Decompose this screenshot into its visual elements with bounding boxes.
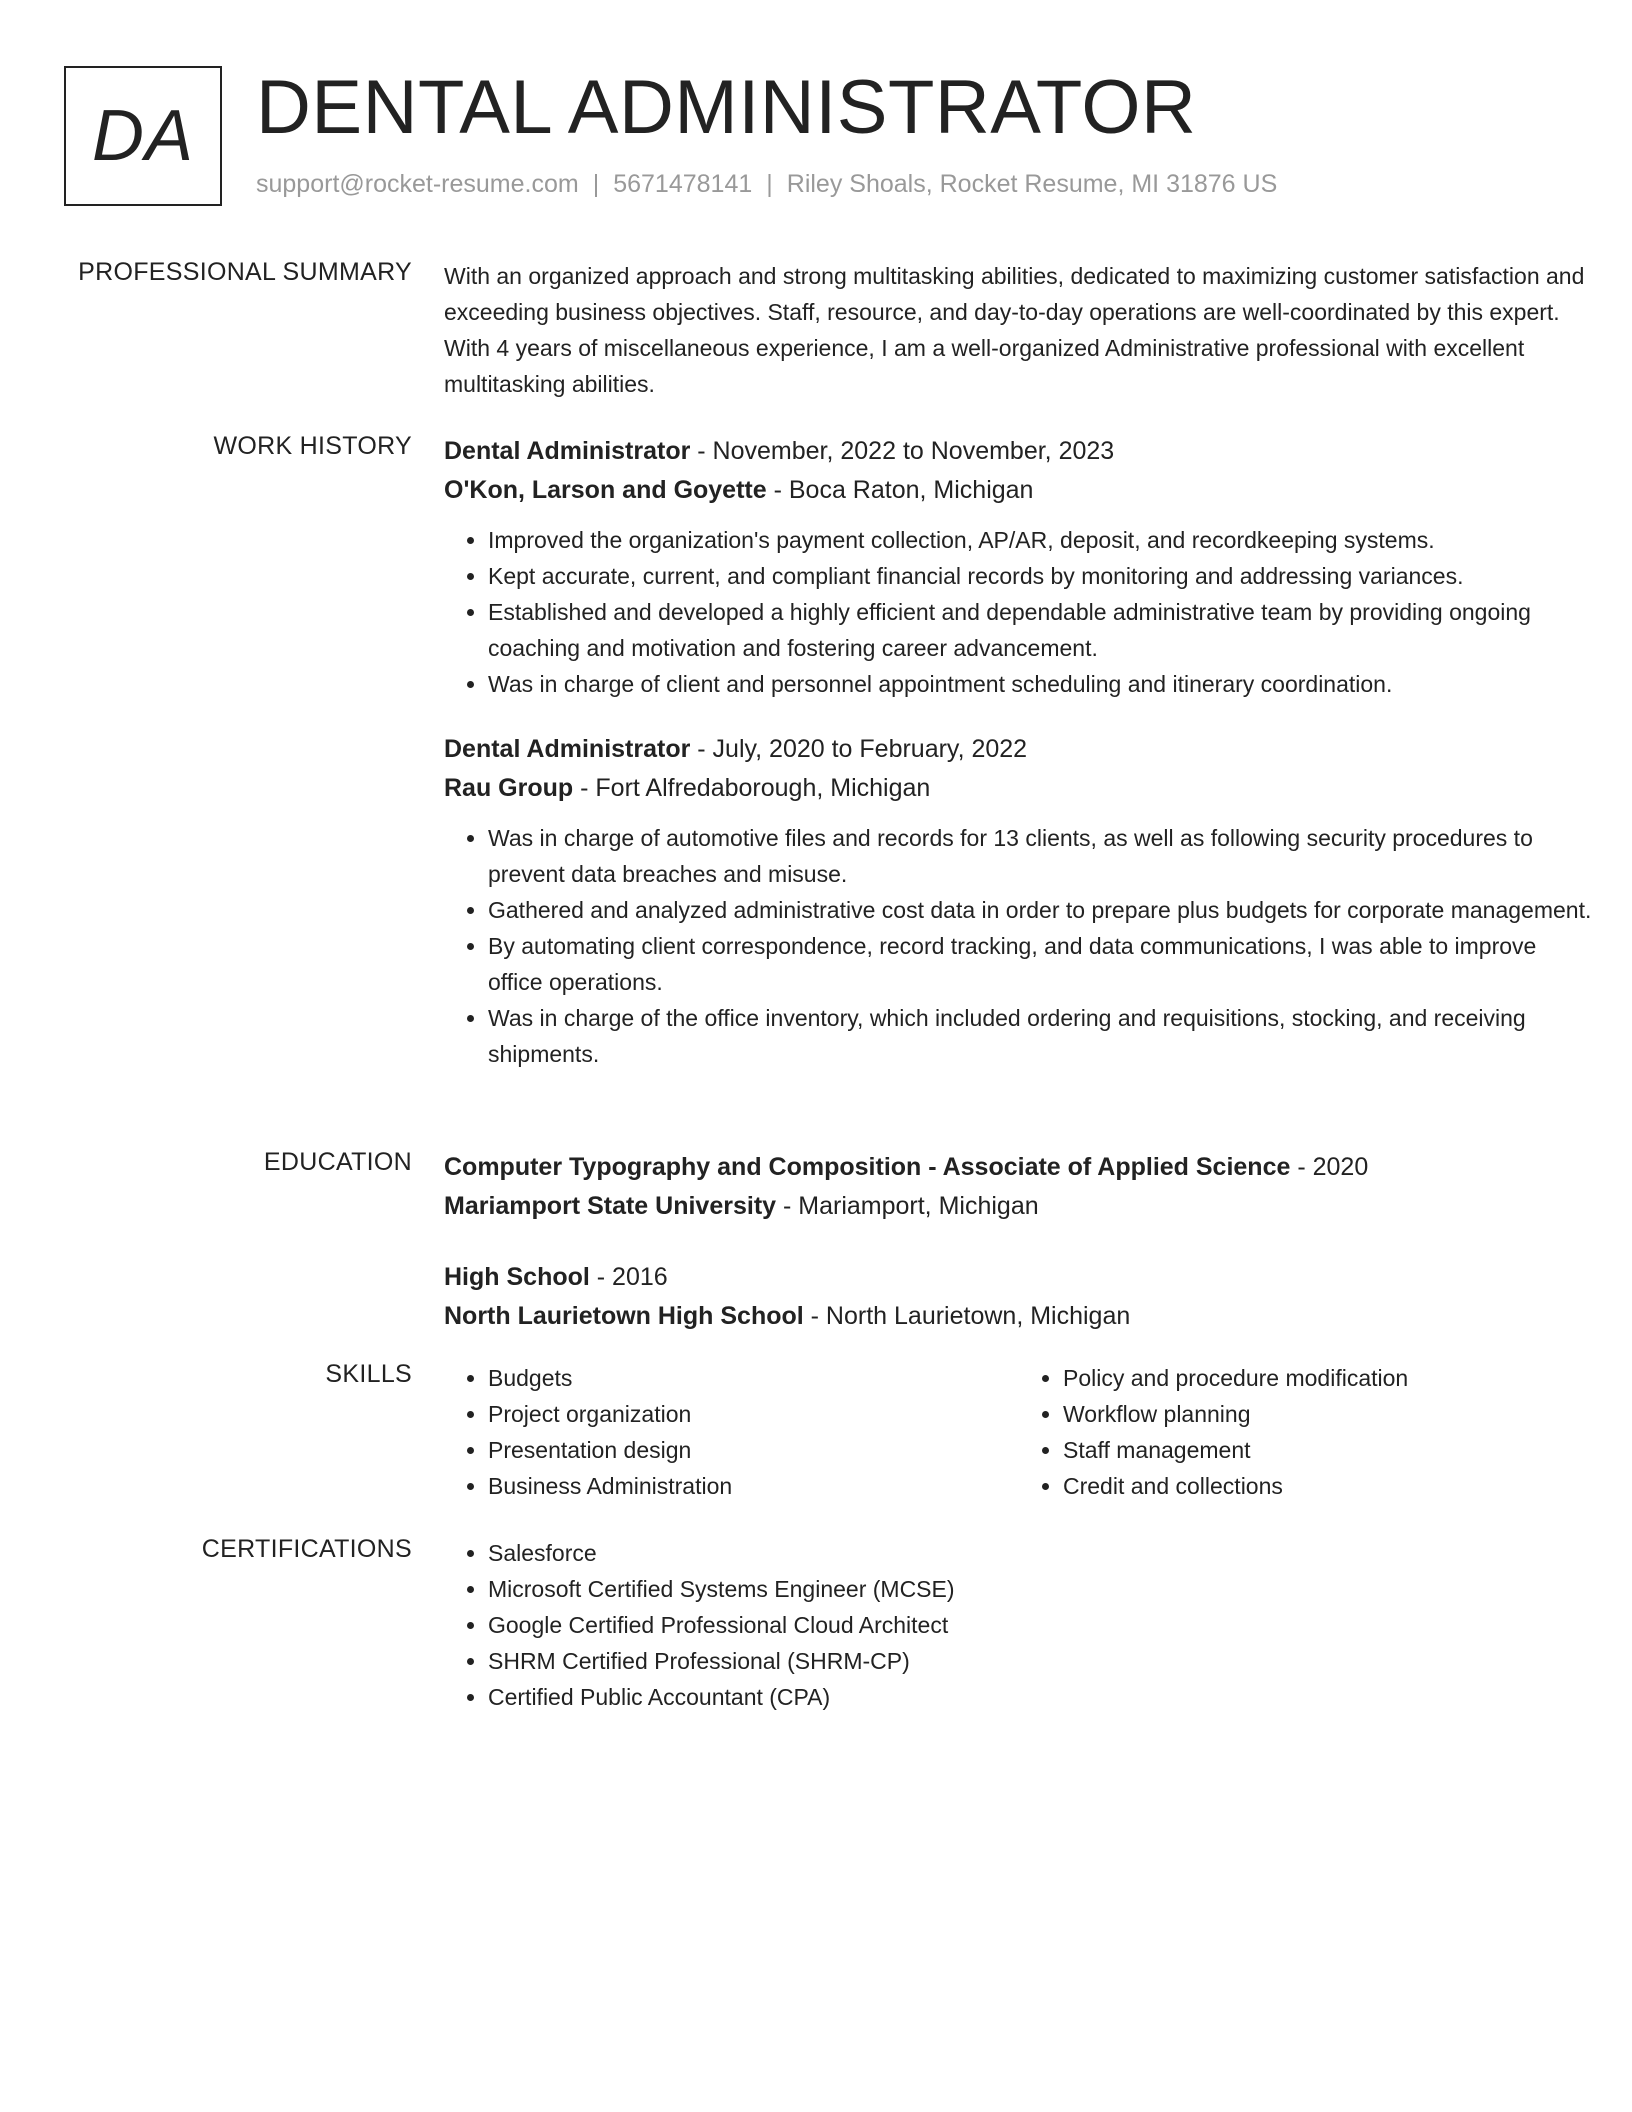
certifications-list (444, 1535, 1594, 1715)
job-dates: - November, 2022 to November, 2023 (690, 437, 1115, 465)
monogram-box (64, 66, 222, 206)
summary-text: With an organized approach and strong multitasking abilities, dedicated to maximizing customer satisfaction and exceeding business objectives. Staff, resource, and day-to-day operations are well-coordinated by this expert. With 4 years of miscellaneous experience, I am a well-organized Administrative professional with excellent multitasking abilities. (444, 263, 1585, 397)
contact-separator: | (592, 170, 600, 198)
skill-item: • Presentation design (488, 1432, 1019, 1468)
education-school: North Laurietown High School (444, 1302, 804, 1330)
education-entry (444, 1148, 1594, 1226)
skill-item: • Workflow planning (1063, 1396, 1594, 1432)
education-school-line (444, 1187, 1594, 1226)
job-company: Rau Group (444, 774, 574, 802)
skill-item: • Credit and collections (1063, 1468, 1594, 1504)
education-body (444, 1148, 1594, 1368)
contact-line (256, 170, 1277, 199)
skills-columns (444, 1360, 1594, 1504)
education-school: Mariamport State University (444, 1192, 777, 1220)
job-entry (444, 730, 1594, 1072)
work-history-body (444, 432, 1594, 1100)
job-company-line (444, 769, 1594, 808)
education-year: - 2016 (589, 1263, 668, 1291)
section-title-summary: PROFESSIONAL SUMMARY (78, 258, 412, 286)
skill-item: • Budgets (488, 1360, 1019, 1396)
job-bullet: • Was in charge of the office inventory, which included ordering and requisitions, stocking, and receiving shipments. (488, 1000, 1594, 1072)
contact-email[interactable]: support@rocket-resume.com (256, 170, 579, 198)
skill-item: • Staff management (1063, 1432, 1594, 1468)
skill-item: • Policy and procedure modification (1063, 1360, 1594, 1396)
job-dates: - July, 2020 to February, 2022 (690, 735, 1028, 763)
skill-item: • Project organization (488, 1396, 1019, 1432)
education-location: - North Laurietown, Michigan (803, 1302, 1131, 1330)
skill-item: • Business Administration (488, 1468, 1019, 1504)
job-bullets (444, 522, 1594, 702)
certification-item: • Google Certified Professional Cloud Architect (488, 1607, 1594, 1643)
skills-list-left (444, 1360, 1019, 1504)
job-company-line (444, 471, 1594, 510)
certification-item: • SHRM Certified Professional (SHRM-CP) (488, 1643, 1594, 1679)
education-degree: High School (444, 1263, 590, 1291)
job-role: Dental Administrator (444, 437, 691, 465)
education-degree-line (444, 1148, 1594, 1187)
job-bullet: • Improved the organization's payment collection, AP/AR, deposit, and recordkeeping systems. (488, 522, 1594, 558)
skills-body (444, 1360, 1594, 1504)
monogram-initials: DA (91, 96, 195, 176)
job-role-line (444, 730, 1594, 769)
job-bullet: • Kept accurate, current, and compliant financial records by monitoring and addressing variances. (488, 558, 1594, 594)
education-degree-line (444, 1258, 1594, 1297)
resume-title: DENTAL ADMINISTRATOR (256, 65, 1197, 150)
section-title-work-history: WORK HISTORY (213, 432, 412, 460)
contact-separator: | (766, 170, 773, 198)
certification-item: • Certified Public Accountant (CPA) (488, 1679, 1594, 1715)
job-bullet: • Gathered and analyzed administrative cost data in order to prepare plus budgets for corporate management. (488, 892, 1594, 928)
job-company: O'Kon, Larson and Goyette (444, 476, 767, 504)
section-title-certifications: CERTIFICATIONS (201, 1535, 412, 1563)
contact-phone[interactable]: 5671478141 (613, 170, 753, 198)
education-school-line (444, 1297, 1594, 1336)
job-bullet: • Established and developed a highly efficient and dependable administrative team by providing ongoing coaching and motivation and fostering career advancement. (488, 594, 1594, 666)
job-bullet: • Was in charge of automotive files and records for 13 clients, as well as following security procedures to prevent data breaches and misuse. (488, 820, 1594, 892)
education-entry (444, 1258, 1594, 1336)
job-location: - Fort Alfredaborough, Michigan (573, 774, 931, 802)
certification-item: • Microsoft Certified Systems Engineer (MCSE) (488, 1571, 1594, 1607)
summary-body (444, 258, 1594, 402)
section-title-skills: SKILLS (325, 1360, 412, 1388)
job-location: - Boca Raton, Michigan (766, 476, 1034, 504)
job-role-line (444, 432, 1594, 471)
job-bullet: • Was in charge of client and personnel appointment scheduling and itinerary coordination. (488, 666, 1594, 702)
job-bullet: • By automating client correspondence, record tracking, and data communications, I was able to improve office operations. (488, 928, 1594, 1000)
certification-item: • Salesforce (488, 1535, 1594, 1571)
education-location: - Mariamport, Michigan (776, 1192, 1039, 1220)
education-degree: Computer Typography and Composition - Associate of Applied Science (444, 1153, 1291, 1181)
section-title-education: EDUCATION (263, 1148, 412, 1176)
resume-header (64, 66, 1564, 210)
job-role: Dental Administrator (444, 735, 691, 763)
education-year: - 2020 (1290, 1153, 1369, 1181)
job-bullets (444, 820, 1594, 1072)
job-entry (444, 432, 1594, 702)
contact-address: Riley Shoals, Rocket Resume, MI 31876 US (786, 170, 1278, 198)
skills-list-right (1019, 1360, 1594, 1504)
certifications-body (444, 1535, 1594, 1715)
